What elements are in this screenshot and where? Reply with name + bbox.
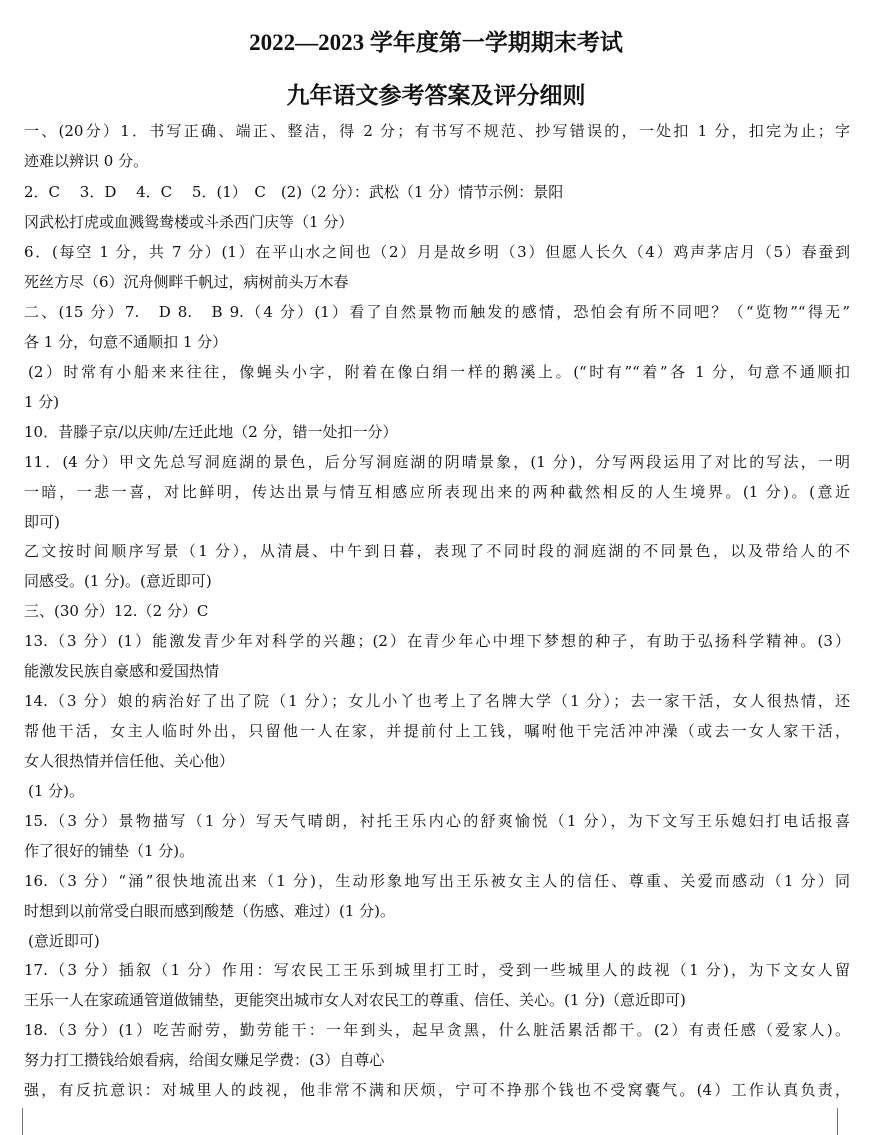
text-line: 王乐一人在家疏通管道做铺垫，更能突出城市女人对农民工的尊重、信任、关心。(1 分)（意近即可) (24, 991, 686, 1009)
text-line: 11．(4 分）甲文先总写洞庭湖的景色，后分写洞庭湖的阴晴景象，(1 分)，分写两段运用了对比的写法，一明 (24, 453, 850, 471)
text-line: 帮他干活，女主人临时外出，只留他一人在家，并提前付上工钱，嘱咐他干完活冲冲澡（或去一女人家干活， (24, 722, 850, 740)
page-corner-mark-left (22, 1108, 23, 1135)
text-line: 三、(30 分）12.（2 分）C (24, 602, 209, 620)
text-line: 2．C 3．D 4．C 5．(1） C (2)（2 分）：武松（1 分）情节示例：景阳 (24, 183, 564, 201)
page-title: 2022—2023 学年度第一学期期末考试 (249, 30, 623, 55)
text-line: 即可) (24, 513, 60, 531)
text-line: 女人很热情并信任他、关心他） (24, 752, 235, 770)
text-line: 能激发民族自豪感和爱国热情 (24, 662, 220, 680)
text-line: 15.（3 分）景物描写（1 分）写天气晴朗，衬托王乐内心的舒爽愉悦（1 分），为下文写王乐媳妇打电话报喜 (24, 812, 850, 830)
page-corner-mark-right (837, 1108, 838, 1135)
text-line: 冈武松打虎或血溅鸳鸯楼或斗杀西门庆等（1 分） (24, 213, 354, 231)
text-line: 18.（3 分）(1）吃苦耐劳，勤劳能干：一年到头，起早贪黑，什么脏活累活都干。(2）有责任感（爱家人)。 (24, 1021, 850, 1039)
text-line: 一暗，一悲一喜，对比鲜明，传达出景与情互相感应所表现出来的两种截然相反的人生境界。(1 分)。(意近 (24, 483, 850, 501)
text-line: 14.（3 分）娘的病治好了出了院（1 分）；女儿小丫也考上了名牌大学（1 分）；去一家干活，女人很热情，还 (24, 692, 850, 710)
text-line: (意近即可) (28, 932, 100, 950)
text-line: 16.（3 分）“涌”很快地流出来（1 分)，生动形象地写出王乐被女主人的信任、尊重、关爱而感动（1 分）同 (24, 872, 850, 890)
text-line: 时想到以前常受白眼而感到酸楚（伤感、难过）(1 分)。 (24, 902, 396, 920)
text-line: 乙文按时间顺序写景（1 分），从清晨、中午到日暮，表现了不同时段的洞庭湖的不同景色，以及带给人的不 (24, 542, 850, 560)
text-line: 各 1 分，句意不通顺扣 1 分） (24, 333, 228, 351)
text-line: 一、(20分）1．书写正确、端正、整洁，得 2 分；有书写不规范、抄写错误的，一处扣 1 分，扣完为止；字 (24, 122, 850, 140)
text-line: 1 分) (24, 393, 60, 411)
text-line: 死丝方尽（6）沉舟侧畔千帆过，病树前头万木春 (24, 273, 349, 291)
text-line: 13.（3 分）(1）能激发青少年对科学的兴趣；(2）在青少年心中埋下梦想的种子，有助于弘扬科学精神。(3） (24, 632, 850, 650)
page-subtitle: 九年语文参考答案及评分细则 (286, 83, 586, 108)
text-line: 迹难以辨识 0 分。 (24, 152, 149, 170)
text-line: 努力打工攒钱给娘看病，给闺女赚足学费：(3）自尊心 (24, 1051, 385, 1069)
text-line: 作了很好的铺垫（1 分)。 (24, 842, 195, 860)
text-line: 强，有反抗意识：对城里人的歧视，他非常不满和厌烦，宁可不挣那个钱也不受窝囊气。(4）工作认真负责， (24, 1081, 850, 1099)
text-line: 10．昔滕子京/以庆帅/左迁此地（2 分，错一处扣一分） (24, 423, 398, 441)
text-line: 同感受。(1 分)。(意近即可) (24, 572, 212, 590)
text-line: 17.（3 分）插叙（1 分）作用：写农民工王乐到城里打工时，受到一些城里人的歧视（1 分)，为下文女人留 (24, 961, 850, 979)
text-line: 二、(15 分）7. D 8. B 9.（4 分）(1）看了自然景物而触发的感情，恐怕会有所不同吧？（“览物”“得无” (24, 303, 850, 321)
text-line: (2）时常有小船来来往往，像蝇头小字，附着在像白绢一样的鹅溪上。(“时有”“着”各 1 分，句意不通顺扣 (28, 363, 850, 381)
text-line: 6．(每空 1 分，共 7 分）(1）在平山水之间也（2）月是故乡明（3）但愿人长久（4）鸡声茅店月（5）春蚕到 (24, 243, 850, 261)
text-line: (1 分)。 (28, 782, 85, 800)
